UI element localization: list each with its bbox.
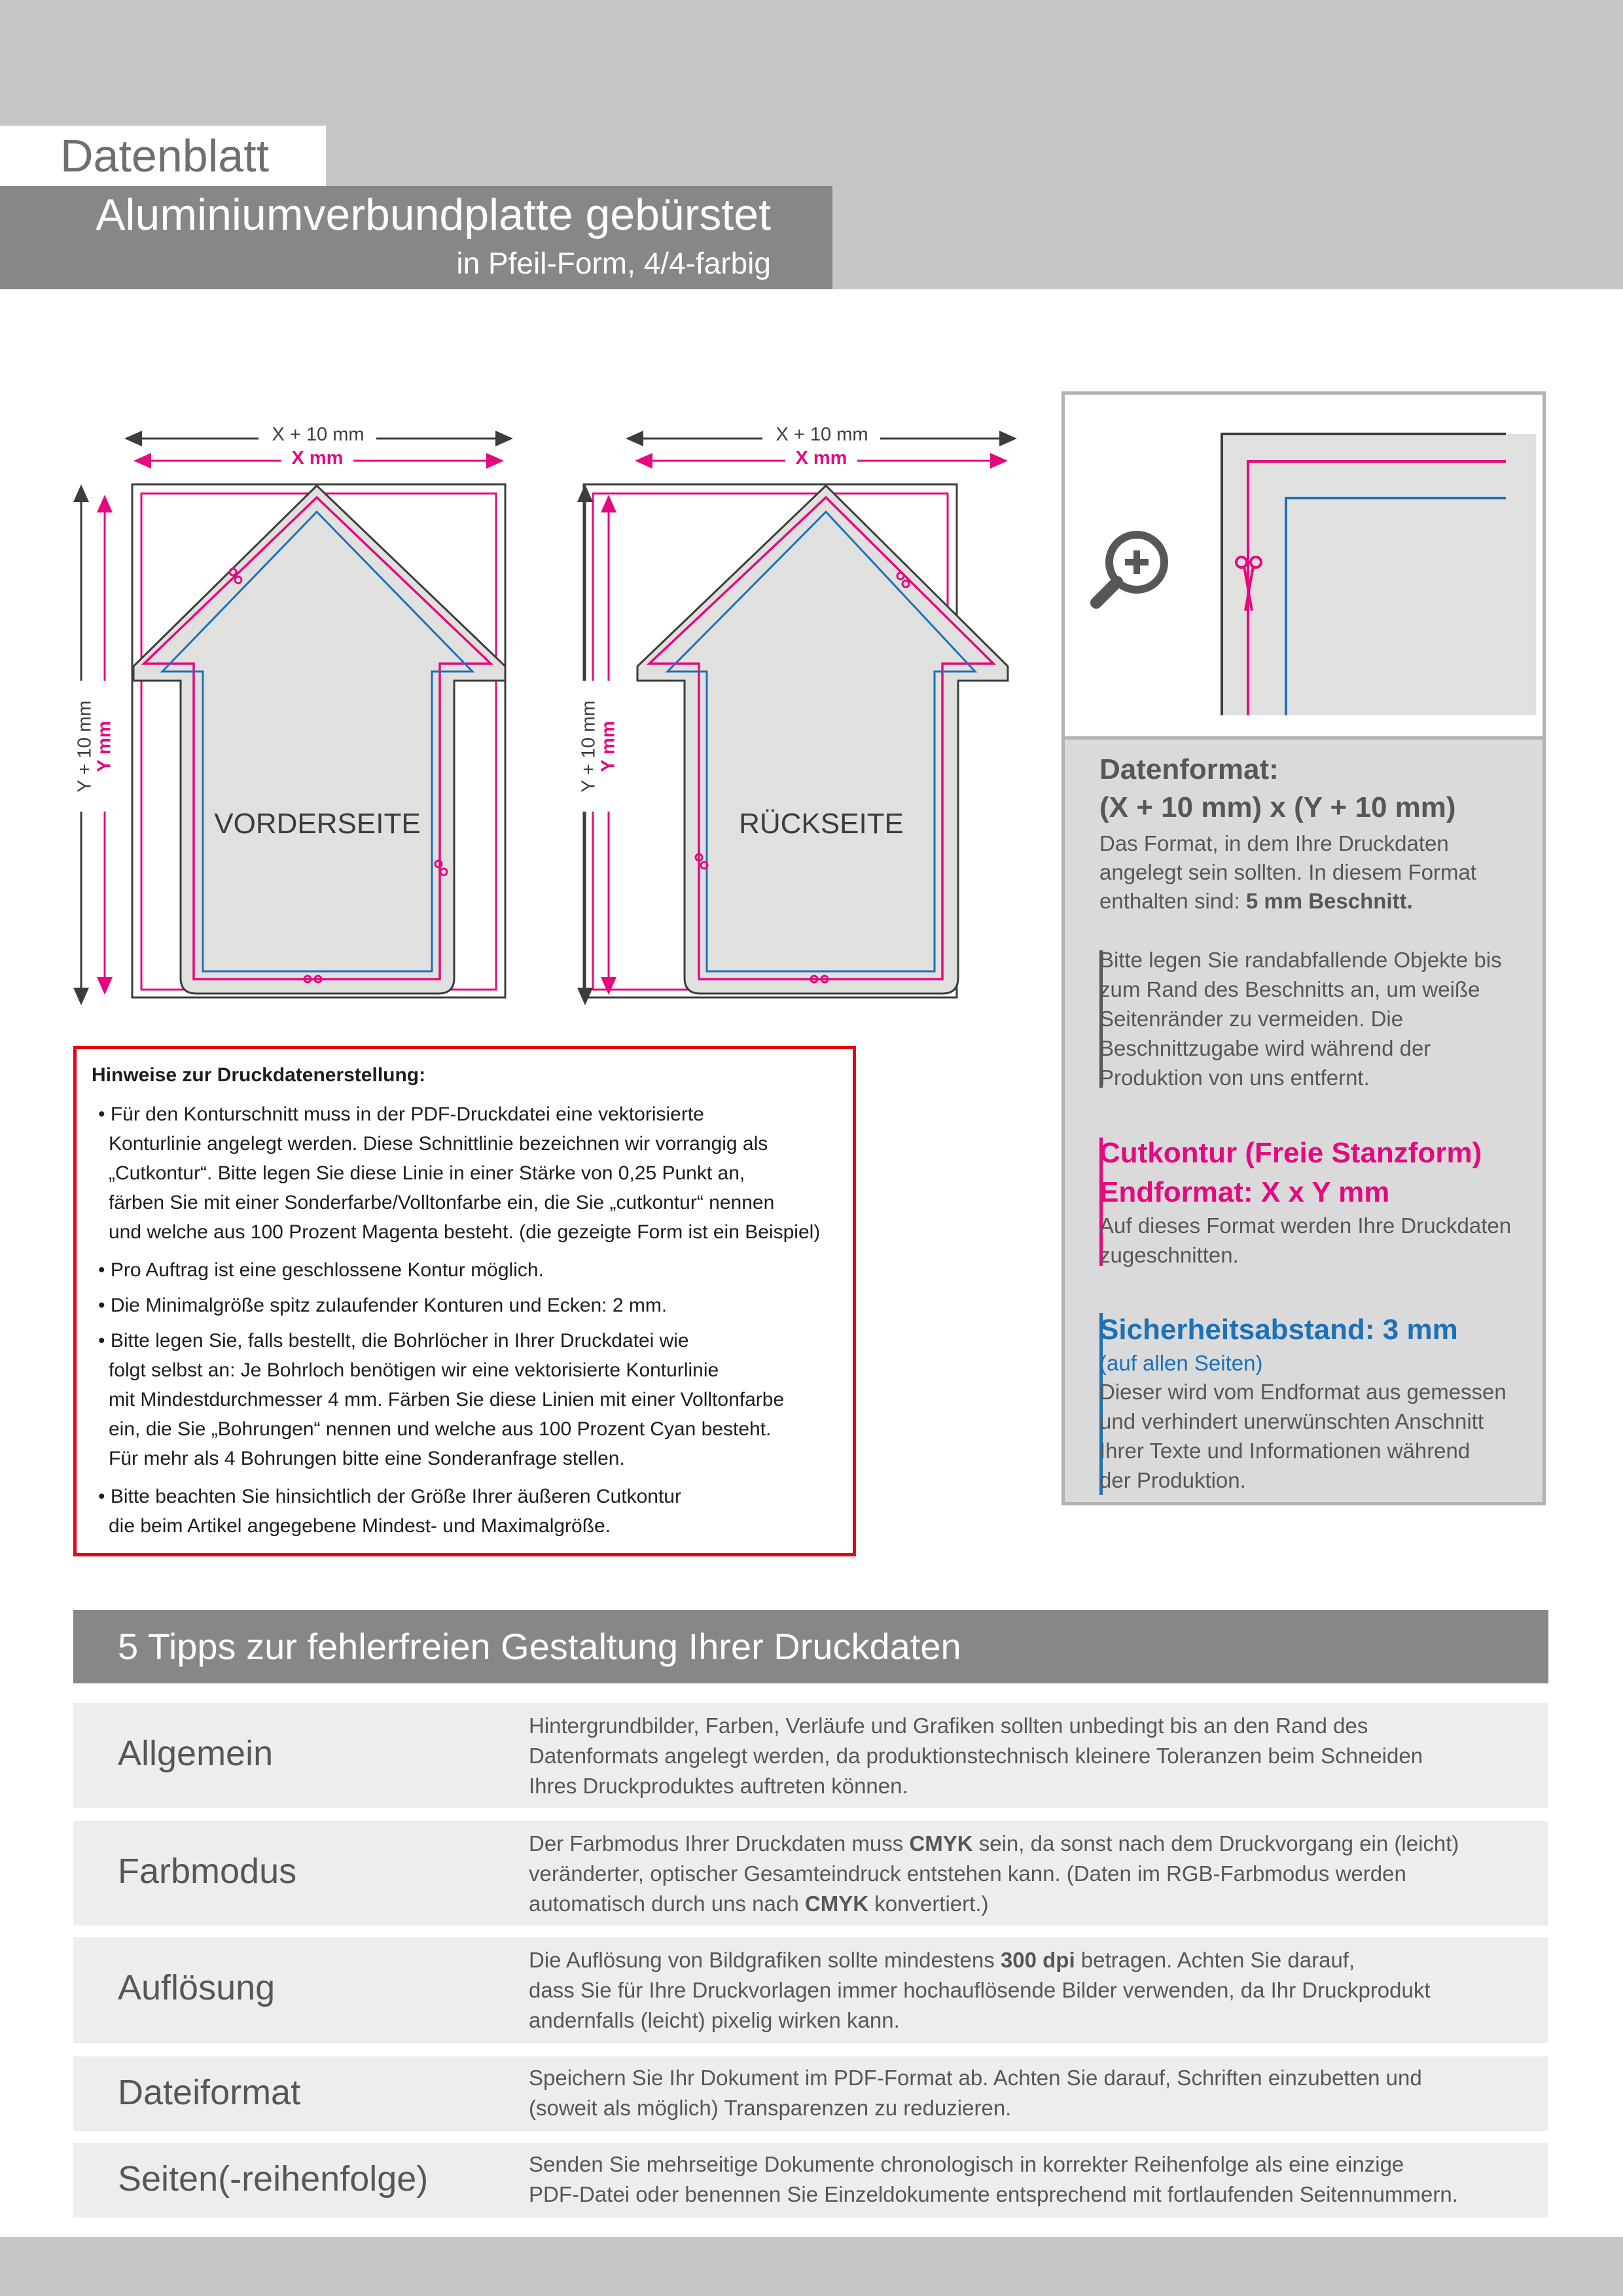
hint-line: mit Mindestdurchmesser 4 mm. Färben Sie diese Linien mit einer Volltonfarbe — [109, 1389, 785, 1410]
cut-line: Auf dieses Format werden Ihre Druckdaten — [1099, 1213, 1512, 1238]
cut-title: Cutkontur (Freie Stanzform) — [1099, 1137, 1482, 1169]
tip-line — [529, 1889, 1537, 1919]
dim-outer-width-back: X + 10 mm — [776, 424, 868, 445]
tip-text-bold: CMYK — [909, 1831, 973, 1856]
tip-line: Senden Sie mehrseitige Dokumente chronologisch in korrekter Reihenfolge als eine einzige — [529, 2152, 1404, 2176]
tip-label: Farbmodus — [118, 1852, 297, 1891]
datenformat-bleed-amount: 5 mm Beschnitt. — [1245, 889, 1413, 913]
tip-line: andernfalls (leicht) pixelig wirken kann. — [529, 2008, 900, 2032]
datenformat-line-3-text: enthalten sind: — [1099, 889, 1246, 913]
bleed-line: zum Rand des Beschnitts an, um weiße — [1099, 977, 1480, 1001]
bleed-text — [1099, 945, 1539, 1092]
tip-row — [73, 1937, 1548, 2043]
tip-line: Ihres Druckproduktes auftreten können. — [529, 1774, 908, 1798]
datenformat-line-3 — [1099, 886, 1539, 916]
tip-line — [529, 1829, 1537, 1859]
dim-outer-width-front: X + 10 mm — [272, 424, 365, 445]
tip-text-part: sein, da sonst nach dem Druckvorgang ein (leicht) — [972, 1831, 1459, 1856]
tip-text-bold: CMYK — [804, 1892, 869, 1916]
tip-text — [529, 1711, 1537, 1801]
tip-line: dass Sie für Ihre Druckvorlagen immer hochauflösende Bilder verwenden, da Ihr Druckprodukt — [529, 1978, 1431, 2002]
safe-line: Dieser wird vom Endformat aus gemessen — [1099, 1380, 1507, 1404]
datenformat-title: Datenformat: — [1099, 753, 1279, 785]
front-label: VORDERSEITE — [214, 808, 421, 840]
safe-sub: (auf allen Seiten) — [1099, 1351, 1263, 1375]
hint-line: • Pro Auftrag ist eine geschlossene Kontur möglich. — [98, 1259, 544, 1281]
tip-label: Auflösung — [118, 1968, 276, 2007]
tip-text-part: konvertiert.) — [868, 1892, 989, 1916]
tip-label: Allgemein — [118, 1734, 274, 1773]
dim-inner-height-back: Y mm — [597, 721, 619, 772]
bleed-line: Bitte legen Sie randabfallende Objekte bis — [1099, 948, 1502, 972]
tip-line: veränderter, optischer Gesamteindruck entstehen kann. (Daten im RGB-Farbmodus werden — [529, 1861, 1406, 1886]
safe-title: Sicherheitsabstand: 3 mm — [1099, 1314, 1458, 1346]
footer-band — [0, 2237, 1623, 2296]
hint-line: • Für den Konturschnitt muss in der PDF-Druckdatei eine vektorisierte — [98, 1103, 704, 1125]
hint-line: • Bitte legen Sie, falls bestellt, die Bohrlöcher in Ihrer Druckdatei wie — [98, 1330, 689, 1352]
cut-line: zugeschnitten. — [1099, 1243, 1239, 1267]
tip-row — [73, 1703, 1548, 1808]
hint-line: Für mehr als 4 Bohrungen bitte eine Sonderanfrage stellen. — [109, 1448, 625, 1469]
tip-label: Dateiformat — [118, 2073, 301, 2112]
datenformat-formula: (X + 10 mm) x (Y + 10 mm) — [1099, 791, 1456, 823]
safe-line: der Produktion. — [1099, 1468, 1246, 1492]
tip-text — [529, 1829, 1537, 1919]
tip-text — [529, 2149, 1537, 2210]
hint-line: ein, die Sie „Bohrungen“ nennen und welche aus 100 Prozent Cyan besteht. — [109, 1418, 772, 1440]
tip-line — [529, 1945, 1537, 1975]
tip-text-part: Die Auflösung von Bildgrafiken sollte mindestens — [529, 1948, 1001, 1972]
tip-text-part: Der Farbmodus Ihrer Druckdaten muss — [529, 1831, 910, 1856]
tip-line: Hintergrundbilder, Farben, Verläufe und Grafiken sollten unbedingt bis an den Rand des — [529, 1713, 1368, 1738]
hint-line: • Bitte beachten Sie hinsichtlich der Größe Ihrer äußeren Cutkontur — [98, 1486, 681, 1507]
tip-text — [529, 1945, 1537, 2036]
dim-inner-width-back: X mm — [795, 448, 847, 469]
tip-line: PDF-Datei oder benennen Sie Einzeldokumente entsprechend mit fortlaufenden Seitennummern. — [529, 2182, 1458, 2206]
tips-title: 5 Tipps zur fehlerfreien Gestaltung Ihrer Druckdaten — [118, 1626, 961, 1667]
bleed-line: Seitenränder zu vermeiden. Die — [1099, 1007, 1404, 1031]
hint-line: • Die Minimalgröße spitz zulaufender Konturen und Ecken: 2 mm. — [98, 1295, 668, 1316]
dim-inner-width-front: X mm — [291, 448, 344, 469]
tip-line: Speichern Sie Ihr Dokument im PDF-Format ab. Achten Sie darauf, Schriften einzubetten und — [529, 2066, 1422, 2090]
doc-type-label: Datenblatt — [60, 130, 270, 181]
tip-line: Datenformats angelegt werden, da produktionstechnisch kleinere Toleranzen beim Schneiden — [529, 1744, 1423, 1768]
datenformat-line-1: Das Format, in dem Ihre Druckdaten — [1099, 831, 1449, 855]
hint-line: Konturlinie angelegt werden. Diese Schnittlinie bezeichnen wir vorrangig als — [109, 1133, 768, 1155]
zoom-detail-drawing — [1065, 395, 1543, 736]
product-title: Aluminiumverbundplatte gebürstet — [96, 190, 771, 240]
tip-label: Seiten(-reihenfolge) — [118, 2159, 429, 2198]
tip-text-part: betragen. Achten Sie darauf, — [1075, 1948, 1355, 1972]
dim-outer-height-back: Y + 10 mm — [578, 700, 599, 793]
bleed-line: Beschnittzugabe wird während der — [1099, 1036, 1431, 1060]
bleed-line: Produktion von uns entfernt. — [1099, 1066, 1370, 1090]
front-diagram — [68, 424, 505, 997]
hint-item — [98, 1326, 844, 1473]
dim-outer-height-front: Y + 10 mm — [74, 700, 96, 793]
hint-item — [98, 1482, 844, 1541]
tip-row — [73, 2056, 1548, 2131]
hint-item — [98, 1255, 844, 1285]
tip-text-part: automatisch durch uns nach — [529, 1892, 805, 1916]
tip-row — [73, 2143, 1548, 2217]
zoom-icon — [1096, 535, 1164, 603]
arrow-diagrams — [0, 0, 1047, 1021]
tip-row — [73, 1821, 1548, 1926]
dim-inner-height-front: Y mm — [94, 721, 115, 772]
hint-line: färben Sie mit einer Sonderfarbe/Volltonfarbe ein, die Sie „cutkontur“ nennen — [109, 1192, 775, 1213]
endformat-title: Endformat: X x Y mm — [1099, 1176, 1390, 1208]
hint-item — [98, 1291, 844, 1320]
safe-text — [1099, 1377, 1539, 1495]
safe-line: Ihrer Texte und Informationen während — [1099, 1439, 1471, 1463]
tip-text — [529, 2063, 1537, 2123]
hint-line: die beim Artikel angegebene Mindest- und Maximalgröße. — [109, 1515, 611, 1537]
back-label: RÜCKSEITE — [739, 808, 904, 840]
zoom-divider — [1065, 736, 1543, 740]
tip-line: (soweit als möglich) Transparenzen zu reduzieren. — [529, 2096, 1012, 2120]
product-subtitle: in Pfeil-Form, 4/4-farbig — [456, 246, 771, 280]
hints-title: Hinweise zur Druckdatenerstellung: — [92, 1064, 426, 1086]
tip-text-bold: 300 dpi — [1000, 1948, 1075, 1972]
hint-line: folgt selbst an: Je Bohrloch benötigen wir eine vektorisierte Konturlinie — [109, 1359, 719, 1381]
hint-item — [98, 1100, 844, 1247]
datenformat-line-2: angelegt sein sollten. In diesem Format — [1099, 860, 1476, 884]
hint-line: und welche aus 100 Prozent Magenta besteht. (die gezeigte Form ist ein Beispiel) — [109, 1221, 821, 1243]
cut-text — [1099, 1211, 1539, 1270]
hint-line: „Cutkontur“. Bitte legen Sie diese Linie in einer Stärke von 0,25 Punkt an, — [109, 1162, 745, 1184]
back-diagram — [572, 424, 1009, 997]
safe-line: und verhindert unerwünschten Anschnitt — [1099, 1409, 1484, 1433]
